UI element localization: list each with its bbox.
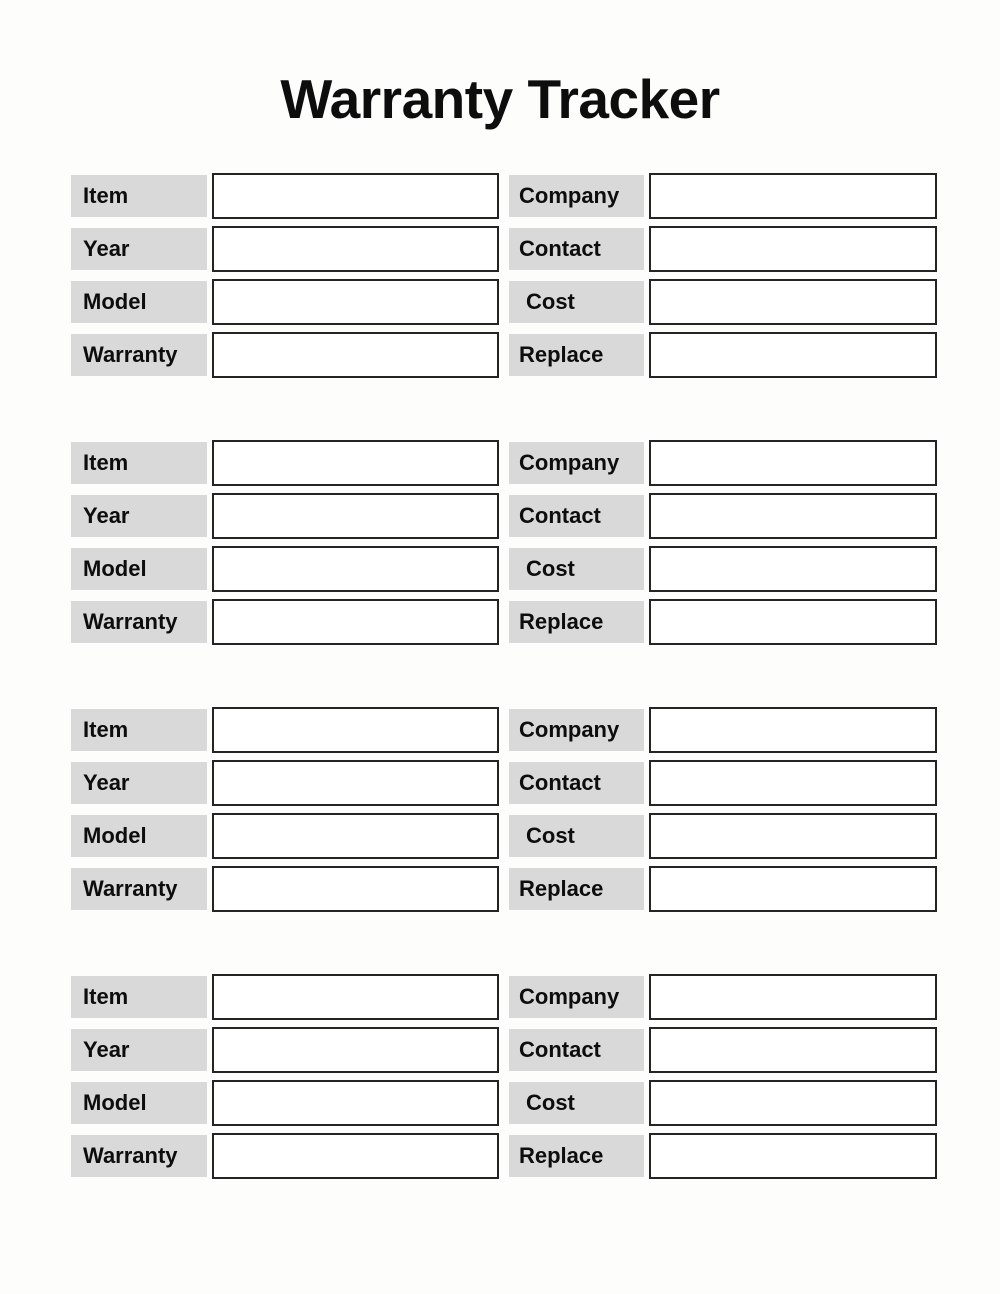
item-label-text: Item — [83, 717, 129, 742]
form-row — [71, 599, 937, 645]
form-row — [71, 493, 937, 539]
year-label-text: Year — [83, 1037, 130, 1062]
model-label — [71, 1082, 207, 1124]
contact-input[interactable] — [649, 760, 937, 806]
contact-label-text: Contact — [519, 1037, 601, 1062]
item-input[interactable] — [212, 707, 499, 753]
model-label-text: Model — [83, 823, 147, 848]
replace-label-text: Replace — [519, 342, 604, 367]
year-label — [71, 495, 207, 537]
year-input[interactable] — [212, 760, 499, 806]
cost-label — [509, 548, 644, 590]
contact-label-text: Contact — [519, 770, 601, 795]
warranty-label-text: Warranty — [83, 1143, 178, 1168]
replace-label — [509, 1135, 644, 1177]
model-input[interactable] — [212, 1080, 499, 1126]
year-label-text: Year — [83, 236, 130, 261]
form-row — [71, 332, 937, 378]
cost-label — [509, 1082, 644, 1124]
form-row — [71, 1080, 937, 1126]
item-input[interactable] — [212, 974, 499, 1020]
company-input[interactable] — [649, 707, 937, 753]
year-label — [71, 228, 207, 270]
company-input[interactable] — [649, 173, 937, 219]
item-label — [71, 976, 207, 1018]
model-label-text: Model — [83, 289, 147, 314]
model-label — [71, 815, 207, 857]
model-input[interactable] — [212, 279, 499, 325]
warranty-label — [71, 1135, 207, 1177]
warranty-input[interactable] — [212, 599, 499, 645]
replace-label-text: Replace — [519, 876, 604, 901]
model-label-text: Model — [83, 1090, 147, 1115]
replace-input[interactable] — [649, 1133, 937, 1179]
cost-label-text: Cost — [526, 823, 575, 848]
warranty-label — [71, 868, 207, 910]
cost-label-text: Cost — [526, 556, 575, 581]
warranty-input[interactable] — [212, 1133, 499, 1179]
cost-input[interactable] — [649, 546, 937, 592]
replace-input[interactable] — [649, 599, 937, 645]
company-label — [509, 976, 644, 1018]
contact-label-text: Contact — [519, 503, 601, 528]
company-label — [509, 709, 644, 751]
contact-label — [509, 1029, 644, 1071]
company-input[interactable] — [649, 440, 937, 486]
warranty-section — [71, 173, 937, 378]
item-input[interactable] — [212, 173, 499, 219]
cost-input[interactable] — [649, 279, 937, 325]
model-input[interactable] — [212, 546, 499, 592]
form-row — [71, 974, 937, 1020]
cost-label — [509, 815, 644, 857]
form-row — [71, 760, 937, 806]
year-label — [71, 1029, 207, 1071]
contact-input[interactable] — [649, 493, 937, 539]
year-label — [71, 762, 207, 804]
warranty-label-text: Warranty — [83, 342, 178, 367]
replace-label — [509, 601, 644, 643]
company-label — [509, 175, 644, 217]
company-label-text: Company — [519, 717, 620, 742]
warranty-section — [71, 974, 937, 1179]
cost-input[interactable] — [649, 1080, 937, 1126]
cost-label-text: Cost — [526, 1090, 575, 1115]
item-label — [71, 442, 207, 484]
warranty-section — [71, 707, 937, 912]
form-row — [71, 226, 937, 272]
replace-label — [509, 334, 644, 376]
warranty-label — [71, 601, 207, 643]
model-label-text: Model — [83, 556, 147, 581]
form-row — [71, 173, 937, 219]
item-input[interactable] — [212, 440, 499, 486]
company-input[interactable] — [649, 974, 937, 1020]
item-label — [71, 175, 207, 217]
cost-label — [509, 281, 644, 323]
warranty-label — [71, 334, 207, 376]
form-row — [71, 1027, 937, 1073]
replace-label — [509, 868, 644, 910]
form-row — [71, 1133, 937, 1179]
cost-label-text: Cost — [526, 289, 575, 314]
form-row — [71, 279, 937, 325]
form-row — [71, 546, 937, 592]
contact-label — [509, 762, 644, 804]
warranty-label-text: Warranty — [83, 609, 178, 634]
replace-input[interactable] — [649, 332, 937, 378]
contact-label — [509, 228, 644, 270]
contact-input[interactable] — [649, 1027, 937, 1073]
year-input[interactable] — [212, 1027, 499, 1073]
contact-input[interactable] — [649, 226, 937, 272]
year-input[interactable] — [212, 493, 499, 539]
model-label — [71, 548, 207, 590]
model-label — [71, 281, 207, 323]
replace-label-text: Replace — [519, 609, 604, 634]
item-label-text: Item — [83, 183, 129, 208]
form-row — [71, 707, 937, 753]
model-input[interactable] — [212, 813, 499, 859]
form-row — [71, 866, 937, 912]
year-input[interactable] — [212, 226, 499, 272]
contact-label — [509, 495, 644, 537]
warranty-input[interactable] — [212, 332, 499, 378]
warranty-section — [71, 440, 937, 645]
item-label — [71, 709, 207, 751]
company-label — [509, 442, 644, 484]
company-label-text: Company — [519, 183, 620, 208]
form-row — [71, 440, 937, 486]
replace-input[interactable] — [649, 866, 937, 912]
replace-label-text: Replace — [519, 1143, 604, 1168]
year-label-text: Year — [83, 770, 130, 795]
contact-label-text: Contact — [519, 236, 601, 261]
warranty-label-text: Warranty — [83, 876, 178, 901]
company-label-text: Company — [519, 450, 620, 475]
warranty-input[interactable] — [212, 866, 499, 912]
cost-input[interactable] — [649, 813, 937, 859]
item-label-text: Item — [83, 450, 129, 475]
form-row — [71, 813, 937, 859]
page-title: Warranty Tracker — [280, 68, 720, 130]
year-label-text: Year — [83, 503, 130, 528]
item-label-text: Item — [83, 984, 129, 1009]
company-label-text: Company — [519, 984, 620, 1009]
warranty-form — [71, 173, 937, 1179]
